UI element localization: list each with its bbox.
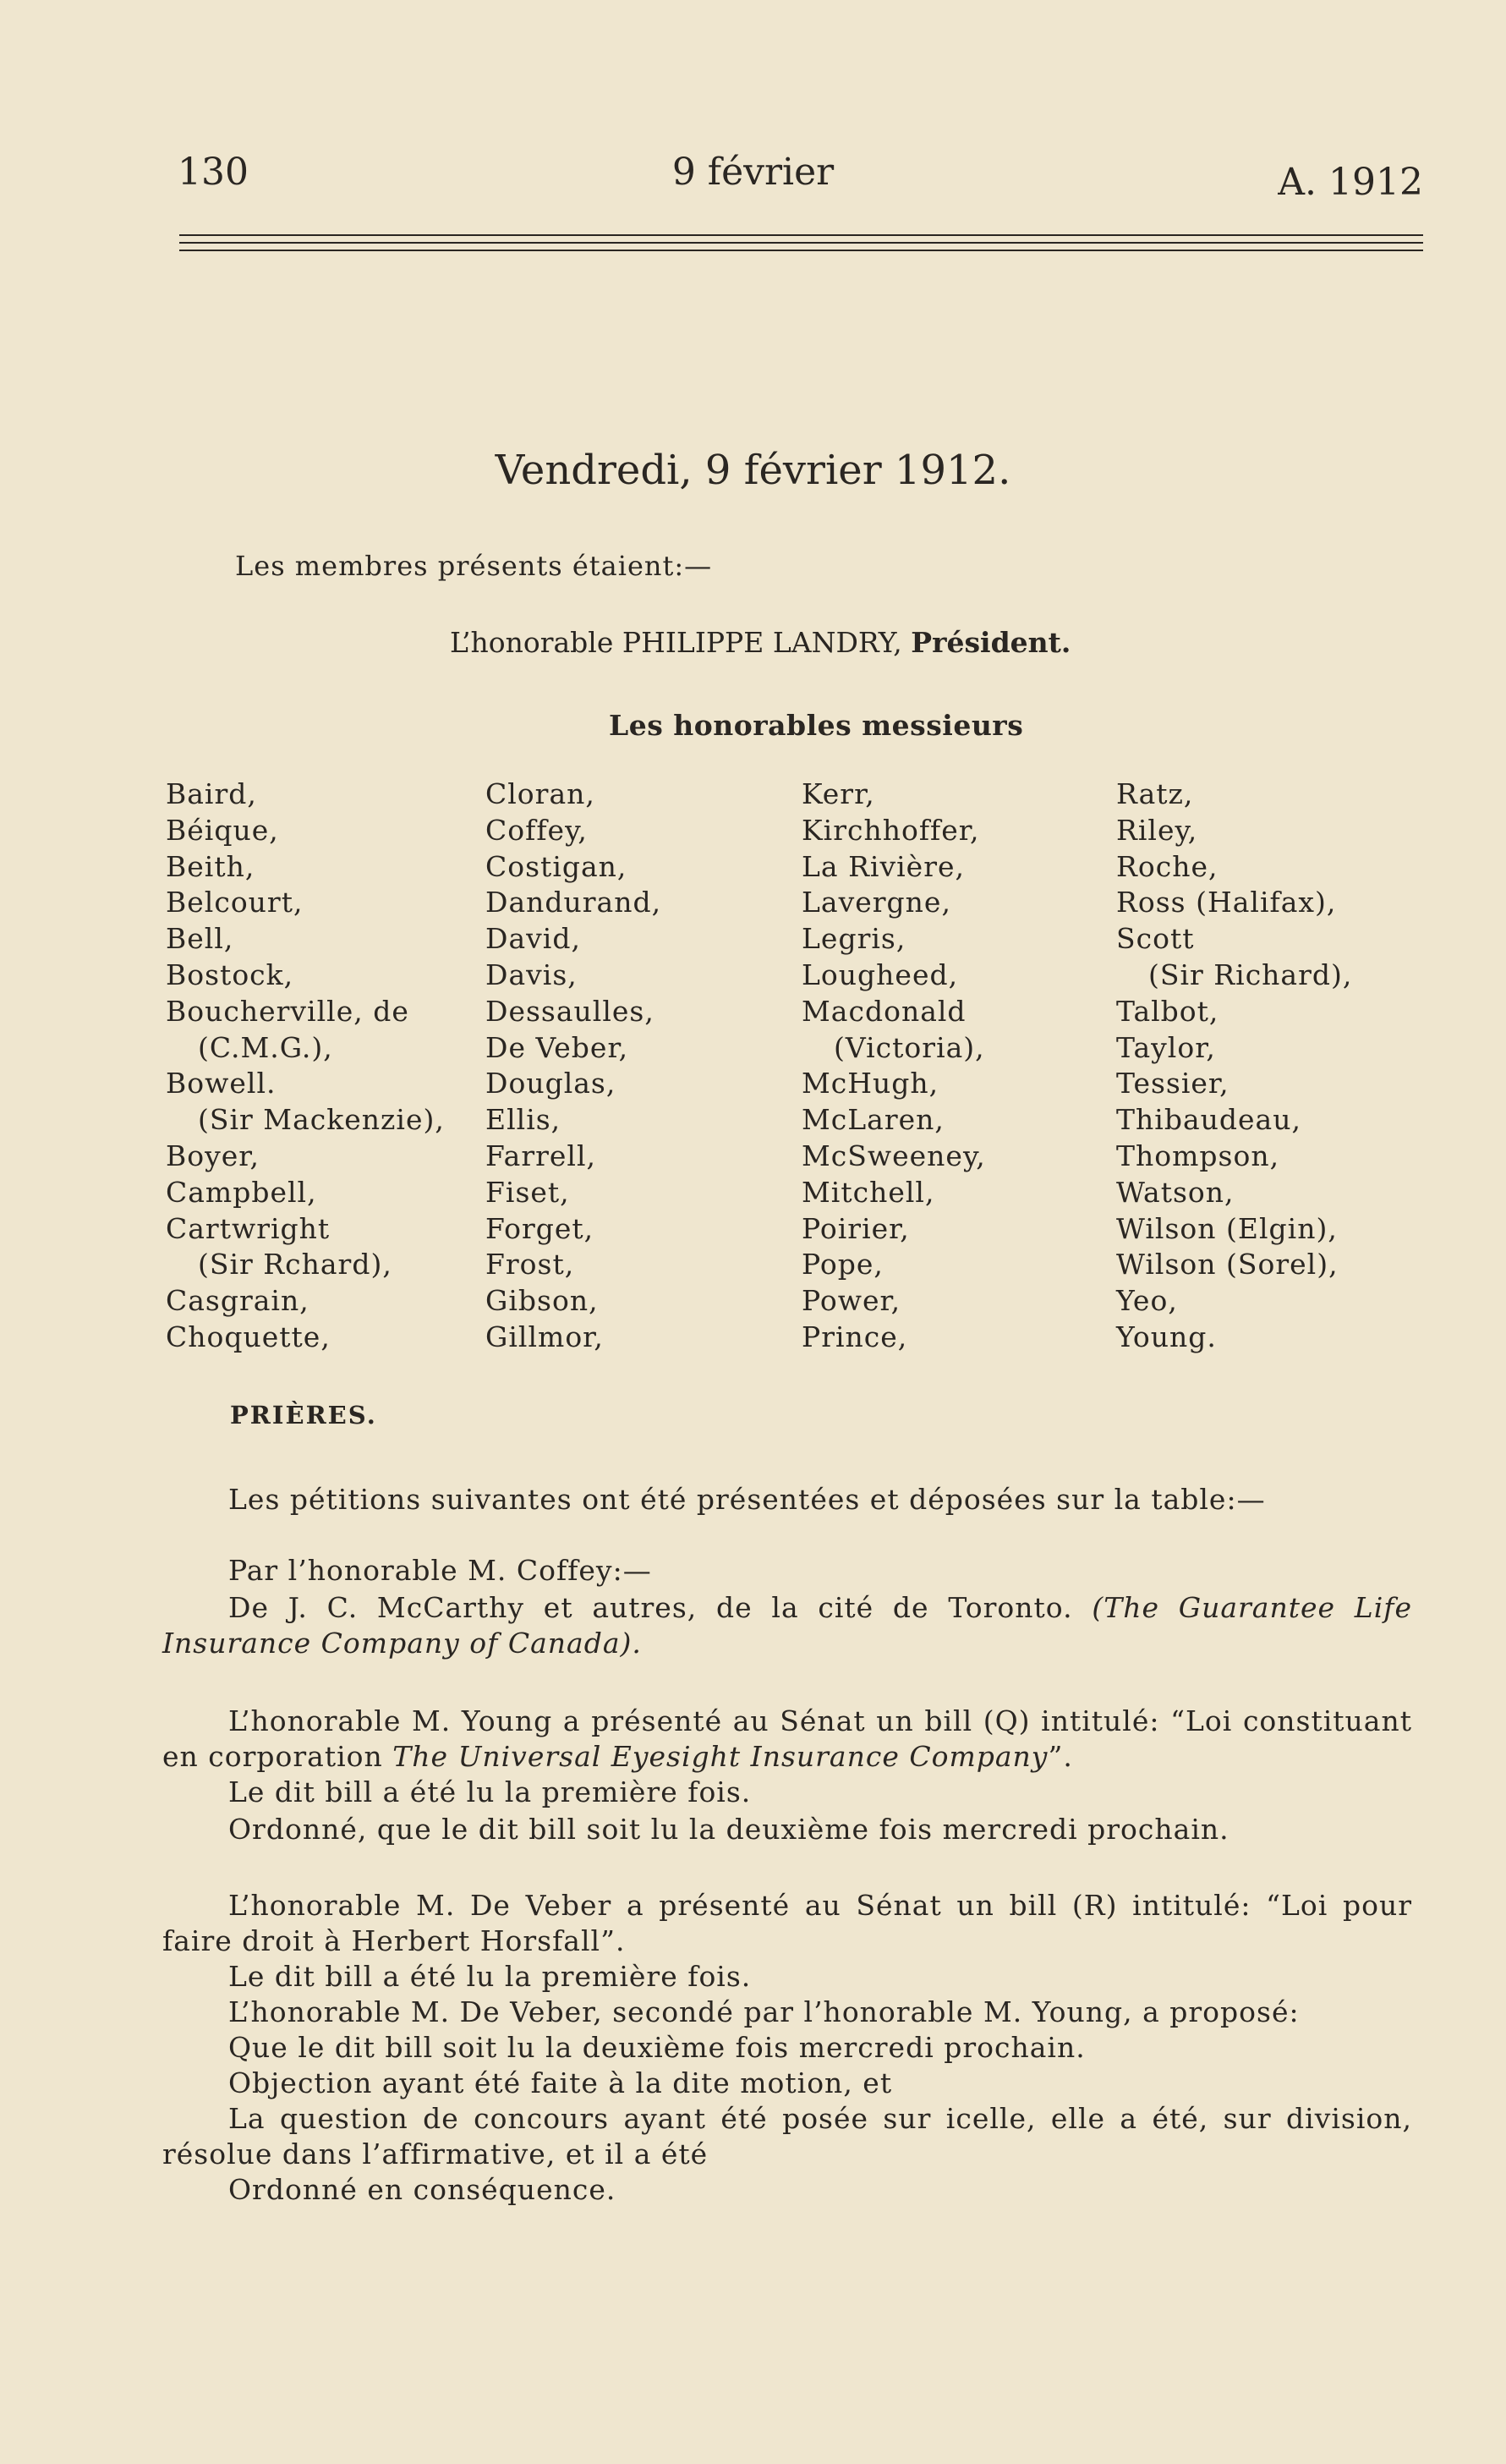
header-date: 9 février bbox=[671, 151, 835, 194]
petition-text bbox=[162, 1590, 1412, 1661]
member-name: Campbell, bbox=[166, 1175, 317, 1209]
member-name: Ellis, bbox=[485, 1103, 561, 1137]
member-name: (C.M.G.), bbox=[198, 1030, 333, 1064]
member-name: Fiset, bbox=[485, 1175, 570, 1209]
bill-r-moved: L’honorable M. De Veber, secondé par l’honorable M. Young, a proposé: bbox=[228, 1995, 1300, 2028]
member-name: Young. bbox=[1116, 1320, 1217, 1353]
member-name: Gibson, bbox=[485, 1284, 599, 1318]
members-intro: Les membres présents étaient:— bbox=[235, 550, 713, 582]
members-column-1 bbox=[166, 777, 445, 1356]
member-name: Cloran, bbox=[485, 777, 595, 810]
member-name: Talbot, bbox=[1116, 994, 1219, 1028]
president-title: Président. bbox=[911, 626, 1071, 659]
members-column-4 bbox=[1116, 777, 1352, 1356]
member-name: Frost, bbox=[485, 1248, 575, 1281]
member-name: Farrell, bbox=[485, 1139, 597, 1172]
bill-r-motion: Que le dit bill soit lu la deuxième fois mercredi prochain. bbox=[228, 2031, 1086, 2064]
member-name: Boucherville, de bbox=[166, 994, 409, 1028]
member-name: Legris, bbox=[802, 922, 906, 956]
honorables-heading: Les honorables messieurs bbox=[609, 709, 1024, 742]
member-name: Tessier, bbox=[1116, 1067, 1229, 1100]
member-name: Taylor, bbox=[1116, 1030, 1216, 1064]
member-name: Kerr, bbox=[802, 777, 875, 810]
member-name: Dessaulles, bbox=[485, 994, 654, 1028]
member-name: (Victoria), bbox=[834, 1030, 985, 1064]
member-name: Baird, bbox=[166, 777, 257, 810]
member-name: Ratz, bbox=[1116, 777, 1194, 810]
petition-by: Par l’honorable M. Coffey:— bbox=[228, 1554, 652, 1587]
header-rule bbox=[179, 242, 1423, 244]
member-name: Lougheed, bbox=[802, 958, 959, 991]
bill-r-question: La question de concours ayant été posée sur icelle, elle a été, sur division, résolue dans l’affirmative, et il a été bbox=[162, 2102, 1412, 2170]
member-name: Pope, bbox=[802, 1248, 884, 1281]
petitions-intro: Les pétitions suivantes ont été présentées et déposées sur la table:— bbox=[228, 1483, 1266, 1516]
member-name: (Sir Mackenzie), bbox=[198, 1103, 445, 1137]
president-name: L’honorable PHILIPPE LANDRY, bbox=[450, 626, 902, 659]
member-name: Davis, bbox=[485, 958, 578, 991]
member-name: Coffey, bbox=[485, 813, 588, 847]
petition-company: (The Guarantee Life Insurance Company of Canada). bbox=[162, 1591, 1413, 1660]
member-name: (Sir Richard), bbox=[1148, 958, 1353, 991]
page-title: Vendredi, 9 février 1912. bbox=[495, 447, 1011, 494]
member-name: Wilson (Elgin), bbox=[1116, 1211, 1338, 1245]
member-name: McSweeney, bbox=[802, 1139, 986, 1172]
member-name: Gillmor, bbox=[485, 1320, 604, 1353]
bill-q-title: L’honorable M. Young a présenté au Sénat un bill (Q) intitulé: “Loi constituant en corporation bbox=[162, 1704, 1412, 1773]
member-name: De Veber, bbox=[485, 1030, 629, 1064]
member-name: Mitchell, bbox=[802, 1175, 935, 1209]
member-name: Belcourt, bbox=[166, 886, 304, 919]
member-name: McHugh, bbox=[802, 1067, 939, 1100]
bill-r-objection: Objection ayant été faite à la dite motion, et bbox=[228, 2066, 893, 2099]
member-name: Casgrain, bbox=[166, 1284, 309, 1318]
member-name: (Sir Rchard), bbox=[198, 1248, 392, 1281]
header-rule bbox=[179, 250, 1423, 251]
member-name: Power, bbox=[802, 1284, 901, 1318]
member-name: Macdonald bbox=[802, 994, 967, 1028]
bill-q-first-reading: Le dit bill a été lu la première fois. bbox=[228, 1775, 752, 1808]
member-name: Roche, bbox=[1116, 849, 1218, 883]
member-name: Bowell. bbox=[166, 1067, 277, 1100]
member-name: Riley, bbox=[1116, 813, 1198, 847]
member-name: Thibaudeau, bbox=[1116, 1103, 1301, 1137]
header-year: A. 1912 bbox=[1278, 161, 1423, 204]
member-name: Forget, bbox=[485, 1211, 594, 1245]
member-name: Watson, bbox=[1116, 1175, 1235, 1209]
bill-r-intro: L’honorable M. De Veber a présenté au Sénat un bill (R) intitulé: “Loi pour faire droit à Herbert Horsfall”. bbox=[162, 1889, 1412, 1957]
member-name: Lavergne, bbox=[802, 886, 951, 919]
member-name: Cartwright bbox=[166, 1211, 331, 1245]
member-name: Prince, bbox=[802, 1320, 908, 1353]
bill-q-intro bbox=[162, 1704, 1412, 1775]
member-name: Costigan, bbox=[485, 849, 627, 883]
page-number: 130 bbox=[178, 151, 249, 194]
header-rule bbox=[179, 234, 1423, 236]
member-name: Kirchhoffer, bbox=[802, 813, 980, 847]
bill-q-ordered: Ordonné, que le dit bill soit lu la deuxième fois mercredi prochain. bbox=[228, 1813, 1229, 1846]
member-name: Beith, bbox=[166, 849, 255, 883]
member-name: Boyer, bbox=[166, 1139, 260, 1172]
member-name: Wilson (Sorel), bbox=[1116, 1248, 1339, 1281]
bill-r-ordered: Ordonné en conséquence. bbox=[228, 2173, 616, 2206]
member-name: Thompson, bbox=[1116, 1139, 1280, 1172]
members-column-3 bbox=[802, 777, 986, 1356]
member-name: David, bbox=[485, 922, 581, 956]
bill-q-close: ”. bbox=[1048, 1740, 1073, 1773]
bill-q-company: The Universal Eyesight Insurance Company bbox=[392, 1740, 1049, 1773]
member-name: Ross (Halifax), bbox=[1116, 886, 1337, 919]
member-name: Bostock, bbox=[166, 958, 294, 991]
prayers-heading: PRIÈRES. bbox=[230, 1401, 377, 1430]
member-name: McLaren, bbox=[802, 1103, 945, 1137]
member-name: La Rivière, bbox=[802, 849, 965, 883]
bill-r-first-reading: Le dit bill a été lu la première fois. bbox=[228, 1960, 752, 1993]
member-name: Dandurand, bbox=[485, 886, 662, 919]
members-column-2 bbox=[485, 777, 661, 1356]
member-name: Douglas, bbox=[485, 1067, 616, 1100]
member-name: Choquette, bbox=[166, 1320, 331, 1353]
member-name: Yeo, bbox=[1116, 1284, 1178, 1318]
member-name: Poirier, bbox=[802, 1211, 910, 1245]
president-line bbox=[450, 626, 1071, 659]
member-name: Béique, bbox=[166, 813, 279, 847]
petition-from: De J. C. McCarthy et autres, de la cité de Toronto. bbox=[228, 1591, 1073, 1624]
member-name: Scott bbox=[1116, 922, 1195, 956]
member-name: Bell, bbox=[166, 922, 234, 956]
